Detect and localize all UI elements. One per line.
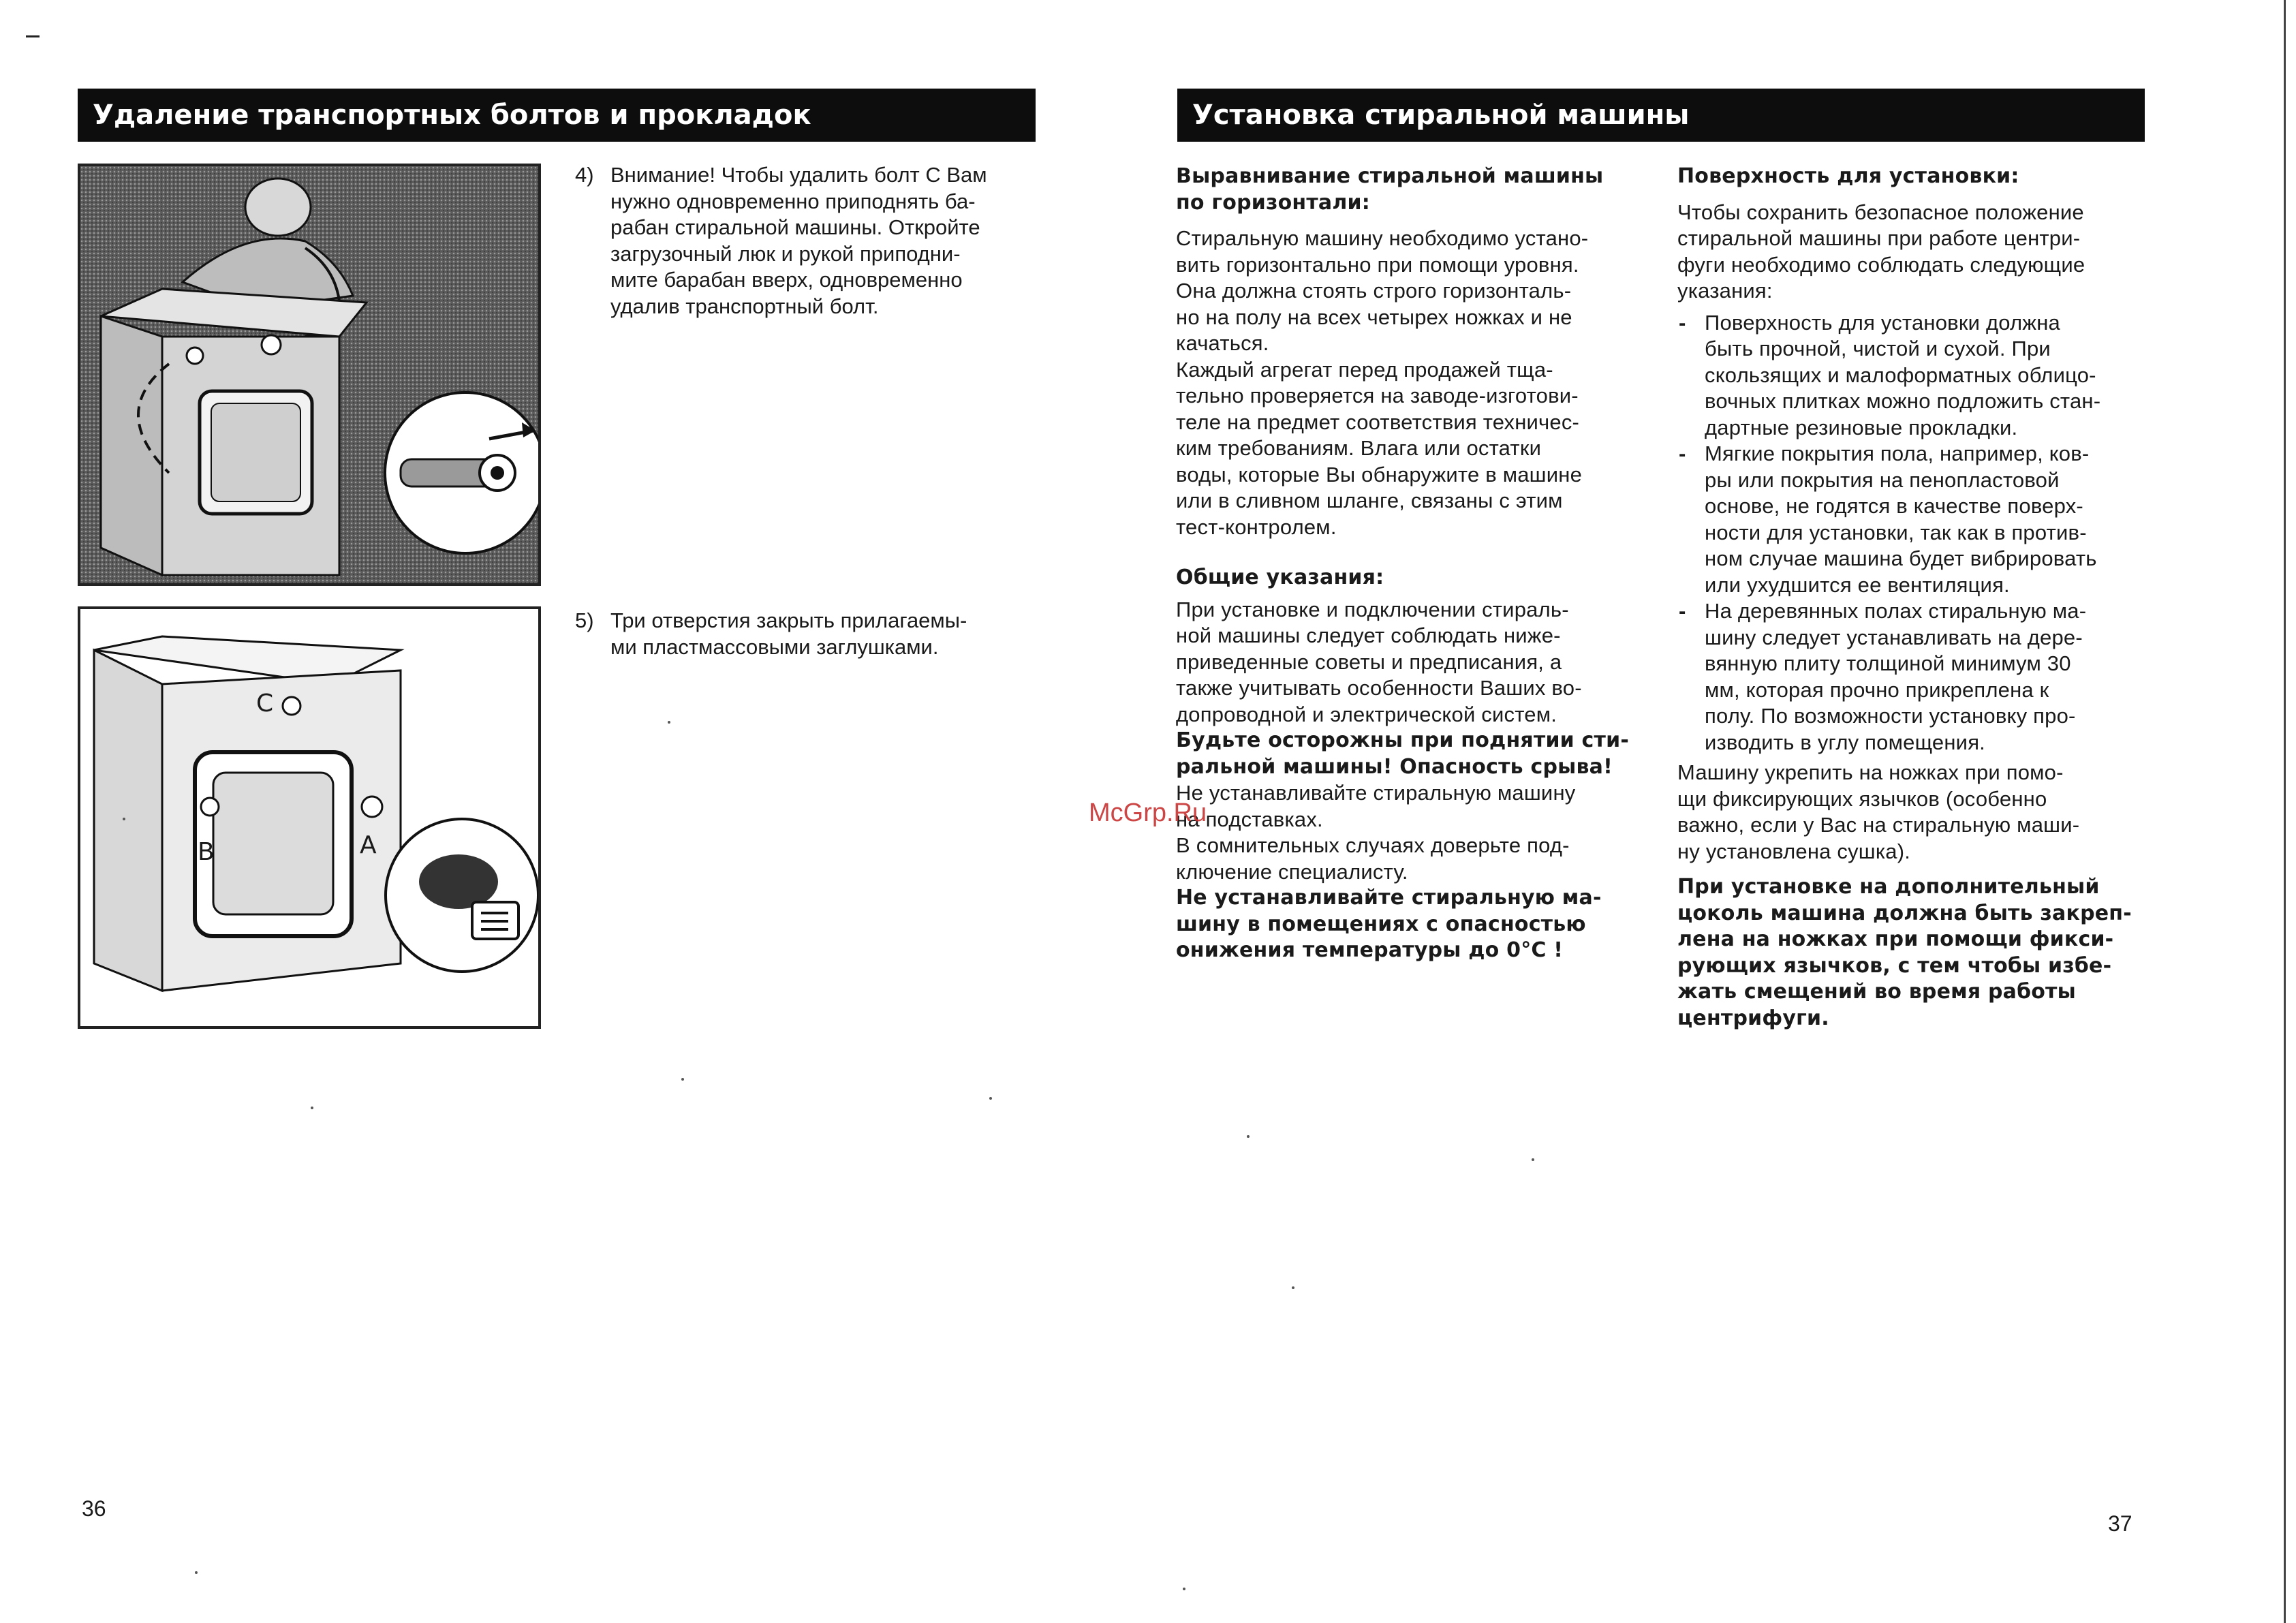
text-line: шину в помещениях с опасностью bbox=[1176, 912, 1586, 936]
list-item bbox=[1677, 310, 2147, 442]
step-4-text bbox=[610, 162, 1067, 320]
right-column-2 bbox=[1677, 164, 2147, 1032]
text-line: допроводной и электрической систем. bbox=[1176, 702, 1557, 726]
warning-plinth bbox=[1677, 874, 2147, 1032]
text-line: жать смещений во время работы bbox=[1677, 980, 2076, 1004]
figure-close-holes bbox=[78, 606, 541, 1029]
text-line: ной машины следует соблюдать ниже- bbox=[1176, 623, 1561, 647]
right-banner-title: Установка стиральной машины bbox=[1192, 99, 1690, 131]
step-4-line: Внимание! Чтобы удалить болт С Вам bbox=[610, 163, 987, 187]
heading-line: по горизонтали: bbox=[1176, 190, 1370, 215]
text-line: или в сливном шланге, связаны с этим bbox=[1176, 489, 1563, 512]
text-line: - Мягкие покрытия пола, например, ков- bbox=[1705, 442, 2090, 465]
text-line: ности для установки, так как в против- bbox=[1705, 520, 2087, 544]
text-line: центрифуги. bbox=[1677, 1006, 1829, 1030]
figure-remove-bolt-illustration bbox=[80, 166, 538, 583]
text-line: также учитывать особенности Ваших во- bbox=[1176, 676, 1582, 700]
text-line: - Поверхность для установки должна bbox=[1705, 310, 2060, 335]
text-line: шину следует устанавливать на дере- bbox=[1705, 625, 2083, 649]
paragraph-general bbox=[1176, 597, 1639, 728]
text-line: но на полу на всех четырех ножках и не bbox=[1176, 305, 1572, 329]
scan-speck bbox=[668, 721, 670, 724]
corner-mark bbox=[26, 35, 40, 42]
step-4-number: 4) bbox=[575, 163, 594, 187]
page-edge-line bbox=[2284, 0, 2286, 1623]
figure-close-holes-illustration bbox=[80, 609, 538, 1026]
left-section-banner bbox=[78, 89, 1036, 142]
text-line: щи фиксирующих язычков (особенно bbox=[1677, 786, 2047, 811]
text-line: Чтобы сохранить безопасное положение bbox=[1677, 200, 2084, 224]
step-4-line: удалив транспортный болт. bbox=[610, 294, 879, 318]
paragraph-factory-check bbox=[1176, 357, 1639, 541]
text-line: вить горизонтально при помощи уровня. bbox=[1176, 252, 1579, 277]
text-line: указания: bbox=[1677, 279, 1773, 303]
scan-speck bbox=[989, 1097, 992, 1100]
step-5-line: ми пластмассовыми заглушками. bbox=[610, 634, 939, 659]
paragraph-feet bbox=[1677, 760, 2147, 865]
surface-requirements-list bbox=[1677, 310, 2147, 756]
heading-general: Общие указания: bbox=[1176, 566, 1384, 589]
scan-speck bbox=[1292, 1286, 1294, 1289]
list-item bbox=[1677, 598, 2147, 756]
text-line: ключение специалисту. bbox=[1176, 859, 1408, 884]
text-line: стиральной машины при работе центри- bbox=[1677, 226, 2081, 250]
text-line: ким требованиям. Влага или остатки bbox=[1176, 436, 1542, 460]
paragraph-no-stands bbox=[1176, 780, 1639, 833]
page-number-right: 37 bbox=[2108, 1511, 2132, 1536]
text-line: При установке и подключении стираль- bbox=[1176, 597, 1569, 621]
text-line: рующих язычков, с тем чтобы избе- bbox=[1677, 953, 2112, 978]
text-line: быть прочной, чистой и сухой. При bbox=[1705, 337, 2051, 360]
text-line: ном случае машина будет вибрировать bbox=[1705, 546, 2097, 570]
step-5-line: Три отверстия закрыть прилагаемы- bbox=[610, 608, 967, 632]
text-line: Будьте осторожны при поднятии сти- bbox=[1176, 728, 1629, 752]
label-b: B bbox=[198, 838, 215, 866]
text-line: ры или покрытия на пенопластовой bbox=[1705, 467, 2060, 492]
text-line: вянную плиту толщиной минимум 30 bbox=[1705, 651, 2071, 675]
watermark: McGrp.Ru bbox=[1089, 799, 1207, 827]
text-line: изводить в углу помещения. bbox=[1705, 730, 1985, 754]
text-line: В сомнительных случаях доверьте под- bbox=[1176, 833, 1570, 857]
warning-lifting bbox=[1176, 728, 1639, 780]
text-line: воды, которые Вы обнаружите в машине bbox=[1176, 462, 1583, 486]
heading-line: Выравнивание стиральной машины bbox=[1176, 164, 1604, 188]
step-4-line: нужно одновременно приподнять ба- bbox=[610, 189, 976, 213]
step-4-line: мите барабан вверх, одновременно bbox=[610, 268, 963, 292]
scan-speck bbox=[195, 1571, 198, 1574]
left-banner-title: Удаление транспортных болтов и прокладок bbox=[93, 99, 811, 131]
scan-speck bbox=[311, 1107, 313, 1109]
paragraph-leveling bbox=[1176, 226, 1639, 357]
label-c: C bbox=[256, 690, 274, 717]
text-line: лена на ножках при помощи фикси- bbox=[1677, 927, 2114, 951]
text-line: - На деревянных полах стиральную ма- bbox=[1705, 599, 2087, 623]
text-line: скользящих и малоформатных облицо- bbox=[1705, 362, 2096, 387]
text-line: на подставках. bbox=[1176, 807, 1323, 831]
scan-speck bbox=[1183, 1588, 1185, 1590]
text-line: тельно проверяется на заводе-изготови- bbox=[1176, 384, 1579, 407]
paragraph-specialist bbox=[1176, 833, 1639, 885]
label-a: A bbox=[360, 831, 377, 859]
scan-speck bbox=[123, 818, 125, 820]
warning-frost bbox=[1176, 885, 1639, 964]
text-line: дартные резиновые прокладки. bbox=[1705, 415, 2018, 439]
text-line: цоколь машина должна быть закреп- bbox=[1677, 901, 2132, 925]
text-line: вочных плитках можно подложить стан- bbox=[1705, 389, 2101, 413]
scan-speck bbox=[681, 1078, 684, 1081]
text-line: качаться. bbox=[1176, 331, 1269, 355]
text-line: основе, не годятся в качестве поверх- bbox=[1705, 494, 2083, 518]
scan-speck bbox=[1532, 1158, 1534, 1161]
right-section-banner bbox=[1177, 89, 2145, 142]
figure-remove-bolt-c bbox=[78, 164, 541, 586]
heading-surface: Поверхность для установки: bbox=[1677, 164, 2019, 188]
text-line: теле на предмет соответствия техничес- bbox=[1176, 409, 1580, 434]
list-item bbox=[1677, 441, 2147, 598]
text-line: или ухудшится ее вентиляция. bbox=[1705, 572, 2010, 597]
text-line: Машину укрепить на ножках при помо- bbox=[1677, 760, 2064, 784]
text-line: важно, если у Вас на стиральную маши- bbox=[1677, 813, 2080, 837]
step-5-text bbox=[610, 608, 1067, 660]
text-line: ральной машины! Опасность срыва! bbox=[1176, 754, 1613, 779]
text-line: Стиральную машину необходимо устано- bbox=[1176, 226, 1589, 250]
text-line: фуги необходимо соблюдать следующие bbox=[1677, 252, 2085, 277]
text-line: онижения температуры до 0°С ! bbox=[1176, 938, 1564, 962]
step-4-line: рабан стиральной машины. Откройте bbox=[610, 215, 980, 239]
scan-speck bbox=[1247, 1135, 1250, 1138]
text-line: мм, которая прочно прикреплена к bbox=[1705, 677, 2049, 702]
paragraph-surface-intro bbox=[1677, 200, 2147, 305]
text-line: Не устанавливайте стиральную ма- bbox=[1176, 886, 1602, 910]
text-line: ну установлена сушка). bbox=[1677, 839, 1911, 863]
text-line: Она должна стоять строго горизонталь- bbox=[1176, 279, 1572, 303]
text-line: Не устанавливайте стиральную машину bbox=[1176, 781, 1576, 805]
text-line: тест-контролем. bbox=[1176, 514, 1337, 539]
page-number-left: 36 bbox=[82, 1496, 106, 1521]
step-4-line: загрузочный люк и рукой приподни- bbox=[610, 241, 961, 266]
heading-leveling bbox=[1176, 164, 1639, 216]
text-line: При установке на дополнительный bbox=[1677, 875, 2100, 899]
text-line: Каждый агрегат перед продажей тща- bbox=[1176, 357, 1553, 382]
step-5-number: 5) bbox=[575, 608, 594, 632]
right-column-1 bbox=[1176, 164, 1639, 964]
text-line: приведенные советы и предписания, а bbox=[1176, 649, 1562, 674]
text-line: полу. По возможности установку про- bbox=[1705, 704, 2076, 728]
